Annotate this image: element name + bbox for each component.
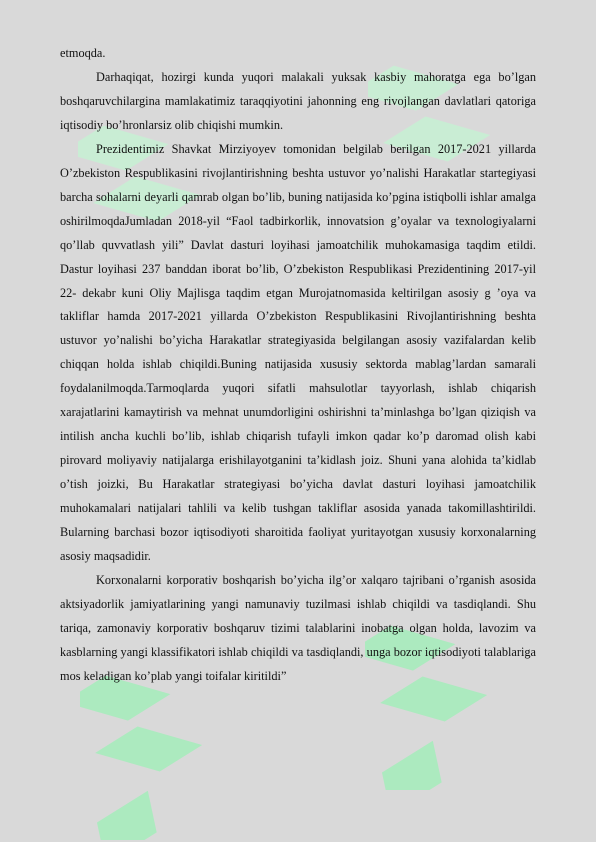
paragraph: Prezidentimiz Shavkat Mirziyoyev tomonidan belgilab berilgan 2017-2021 yillarda O’zbekiston Respublikasini rivojlantirishning beshta ustuvor yo’nalishi Harakatlar startegiyasi barcha sohalarni deyarli qamrab olgan bo’lib, buning natijasida ko’pgina istiqbolli ishlar amalga oshirilmoqdaJumladan 2018-yil “Faol tadbirkorlik, innovatsion g’oyalar va texnologiyalarni qo’llab quvvatlash yili” Davlat dasturi loyihasi jamoatchilik muhokamasiga taqdim etildi. Dastur loyihasi 237 banddan iborat bo’lib, O’zbekiston Respublikasi Prezidentining 2017-yil 22- dekabr kuni Oliy Majlisga taqdim etgan Murojatnomasida keltirilgan asosiy g ’oya va takliflar hamda 2017-2021 yillarda O’zbekiston Respublikasini Rivojlantirishning beshta ustuvor yo’nalishi bo’yicha Harakatlar strategiyasida belgilangan asosiy vazifalardan kelib chiqqan holda ishlab chiqildi.Buning natijasida xususiy sektorda mablag’lardan samarali foydalanilmoqda.Tarmoqlarda yuqori sifatli mahsulotlar tayyorlash, ishlab chiqarish xarajatlarini kamaytirish va mehnat unumdorligini oshirishni ta’minlashga bo’lgan qiziqish va intilish ancha kuchli bo’lib, ishlab chiqarish tufayli imkon qadar ko’p daromad olish kabi pirovard moliyaviy natijalarga erishilayotganini ta’kidlash joiz. Shuni yana alohida ta’kidlab o’tish joizki, Bu Harakatlar strategiyasi bo’yicha davlat dasturi loyihasi jamoatchilik muhokamalari natijalari tahlili va kelib tushgan takliflar asosida yanada takomillashtirildi. Bularning barchasi bozor iqtisodiyoti sharoitida faoliyat yuritayotgan xususiy korxonalarning asosiy maqsadidir. — [60, 141, 536, 564]
paragraph: Korxonalarni korporativ boshqarish bo’yicha ilg’or xalqaro tajribani o’rganish asosida aktsiyadorlik jamiyatlarining yangi namunaviy tuzilmasi ishlab chiqildi va tasdiqlandi. Shu tariqa, zamonaviy korporativ boshqaruv tizimi talablarini inobatga olgan holda, lavozim va kasblarning yangi klassifikatori ishlab chiqildi va tasdiqlandi, unga bozor iqtisodiyoti talablariga mos keladigan ko’plab yangi toifalar kiritildi” — [60, 572, 536, 683]
paragraph-continuation: etmoqda. — [60, 46, 106, 60]
document-body — [60, 42, 536, 689]
paragraph: Darhaqiqat, hozirgi kunda yuqori malakali yuksak kasbiy mahoratga ega bo’lgan boshqaruvchilargina mamlakatimiz taraqqiyotini jahonning eng rivojlangan davlatlari qatoriga iqtisodiy bo’hronlarsiz olib chiqishi mumkin. — [60, 69, 536, 132]
